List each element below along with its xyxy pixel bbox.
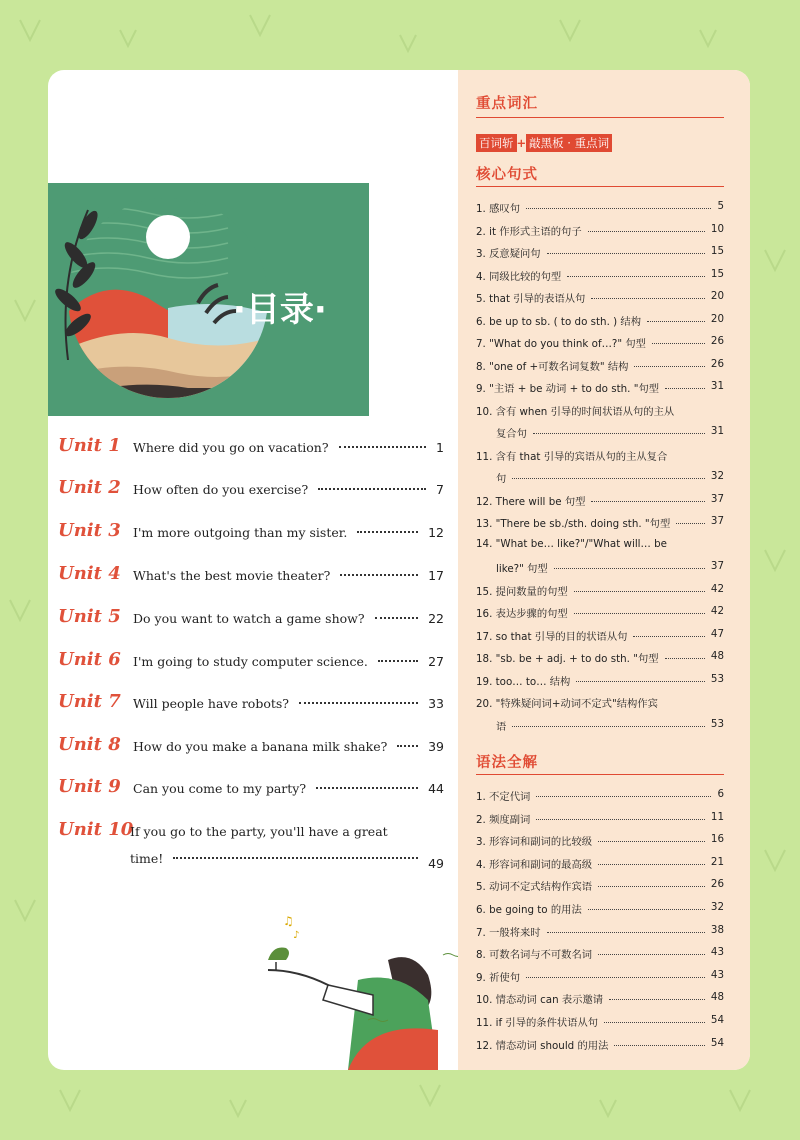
leader-dots — [536, 819, 705, 820]
toc-item-title: 16. 表达步骤的句型 — [476, 608, 568, 620]
toc-item[interactable] — [476, 581, 724, 601]
unit-row[interactable] — [58, 563, 448, 593]
unit-row[interactable] — [58, 606, 448, 636]
leader-dots — [591, 298, 705, 299]
toc-item[interactable] — [476, 603, 724, 623]
toc-item-title: 4. 同级比较的句型 — [476, 270, 562, 283]
toc-item[interactable] — [476, 626, 724, 646]
toc-item[interactable] — [476, 491, 724, 511]
toc-item-title: 11. 含有 that 引导的宾语从句的主从复合 — [476, 450, 668, 463]
toc-page-number: 26 — [710, 335, 724, 347]
toc-page-number: 10 — [710, 222, 724, 235]
leader-dots — [609, 999, 705, 1000]
toc-item[interactable] — [476, 854, 724, 874]
unit-row[interactable] — [58, 776, 448, 806]
toc-item-cont: 语 — [496, 720, 507, 733]
leader-dots — [598, 954, 705, 955]
toc-page-number: 26 — [710, 357, 724, 370]
leader-dots — [533, 433, 705, 434]
toc-item-title: 10. 情态动词 can 表示邀请 — [476, 994, 604, 1007]
toc-item-title: 1. 不定代词 — [476, 791, 531, 803]
leader-dots — [604, 1022, 705, 1023]
page-title: ·目录· — [233, 290, 327, 330]
unit-label: Unit 8 — [58, 734, 121, 755]
toc-item[interactable] — [476, 446, 724, 489]
unit-page-number: 44 — [428, 781, 444, 796]
section-grammar-heading: 语法全解 — [476, 755, 538, 771]
toc-item-title: 4. 形容词和副词的最高级 — [476, 858, 593, 871]
toc-page-number: 37 — [710, 515, 724, 527]
toc-item-title: 9. 祈使句 — [476, 971, 520, 984]
unit-title: Where did you go on vacation? — [133, 440, 329, 455]
toc-item[interactable] — [476, 876, 724, 896]
toc-item[interactable] — [476, 221, 724, 241]
section-vocab-heading: 重点词汇 — [476, 96, 538, 112]
toc-page-number: 54 — [710, 1036, 724, 1049]
leader-dots — [554, 568, 705, 569]
unit-row[interactable] — [58, 819, 448, 871]
vocab-banner-plus: + — [516, 136, 527, 150]
toc-page-number: 42 — [710, 582, 724, 595]
leader-dots — [397, 745, 418, 747]
unit-page-number: 12 — [428, 525, 444, 540]
toc-page-number: 15 — [710, 267, 724, 280]
toc-item-title: 3. 反意疑问句 — [476, 248, 541, 260]
svg-text:♫: ♫ — [283, 914, 294, 928]
toc-item-title: 19. too… to… 结构 — [476, 675, 571, 688]
leader-dots — [547, 932, 705, 933]
leader-dots — [339, 446, 426, 448]
unit-title: Can you come to my party? — [133, 781, 307, 796]
leader-dots — [299, 702, 418, 704]
leader-dots — [588, 231, 705, 232]
toc-item[interactable] — [476, 989, 724, 1009]
toc-item[interactable] — [476, 536, 724, 579]
unit-label: Unit 5 — [58, 606, 121, 627]
toc-item-title: 5. that 引导的表语从句 — [476, 293, 586, 305]
vocab-banner-a: 百词斩 — [476, 134, 517, 152]
toc-item-title: 2. it 作形式主语的句子 — [476, 225, 582, 238]
unit-title-cont: time! — [130, 851, 164, 866]
leader-dots — [512, 478, 705, 479]
leader-dots — [614, 1045, 705, 1046]
toc-page-number: 48 — [710, 991, 724, 1004]
leader-dots — [574, 591, 705, 592]
unit-title: How often do you exercise? — [133, 482, 309, 497]
toc-item[interactable] — [476, 671, 724, 691]
toc-page-number: 31 — [710, 380, 724, 392]
toc-page-number: 21 — [710, 855, 724, 868]
toc-page-number: 26 — [710, 878, 724, 891]
unit-title: I'm more outgoing than my sister. — [133, 525, 348, 540]
toc-page-number: 11 — [710, 810, 724, 823]
vocab-banner-b: 敲黑板 · 重点词 — [526, 134, 612, 152]
toc-page-number: 32 — [710, 470, 724, 482]
unit-page-number: 33 — [428, 696, 444, 711]
toc-item-cont: like?" 句型 — [496, 563, 548, 575]
toc-page-number: 54 — [710, 1014, 724, 1026]
toc-item[interactable] — [476, 266, 724, 286]
leader-dots — [574, 613, 705, 614]
toc-item-title: 1. 感叹句 — [476, 203, 520, 215]
toc-page-number: 6 — [717, 788, 724, 800]
toc-page-number: 32 — [710, 901, 724, 913]
unit-label: Unit 1 — [58, 435, 121, 456]
toc-item-title: 13. "There be sb./sth. doing sth. "句型 — [476, 518, 671, 530]
leader-dots — [526, 208, 711, 209]
leader-dots — [634, 366, 705, 367]
toc-page-number: 47 — [710, 627, 724, 640]
leader-dots — [512, 726, 705, 727]
toc-page-number: 37 — [710, 492, 724, 505]
unit-row[interactable] — [58, 691, 448, 721]
toc-page-number: 42 — [710, 605, 724, 617]
toc-page-number: 31 — [710, 425, 724, 437]
leader-dots — [665, 388, 705, 389]
toc-item-title: 12. 情态动词 should 的用法 — [476, 1039, 609, 1052]
unit-label: Unit 2 — [58, 477, 121, 498]
svg-text:♪: ♪ — [293, 930, 300, 941]
unit-title: How do you make a banana milk shake? — [133, 739, 388, 754]
leader-dots — [375, 617, 418, 619]
unit-label: Unit 4 — [58, 563, 121, 584]
leaf-decoration — [48, 200, 98, 360]
unit-page-number: 22 — [428, 611, 444, 626]
toc-item[interactable] — [476, 513, 724, 533]
toc-item-cont: 复合句 — [496, 428, 527, 440]
toc-item-title: 11. if 引导的条件状语从句 — [476, 1017, 599, 1029]
unit-label: Unit 10 — [58, 819, 134, 840]
toc-page-number: 53 — [710, 672, 724, 685]
unit-title: Will people have robots? — [133, 696, 289, 711]
toc-item-title: 14. "What be… like?"/"What will… be — [476, 537, 667, 550]
leader-dots — [378, 660, 418, 662]
toc-page-number: 38 — [710, 923, 724, 936]
toc-item-title: 17. so that 引导的目的状语从句 — [476, 630, 628, 643]
unit-title: What's the best movie theater? — [133, 568, 331, 583]
toc-item[interactable] — [476, 922, 724, 942]
toc-page-number: 43 — [710, 946, 724, 959]
toc-item-title: 3. 形容词和副词的比较级 — [476, 836, 593, 849]
toc-page-number: 53 — [710, 717, 724, 730]
toc-card — [48, 70, 750, 1070]
unit-row[interactable] — [58, 435, 448, 465]
unit-row[interactable] — [58, 649, 448, 679]
leader-dots — [598, 864, 705, 865]
toc-item[interactable] — [476, 1012, 724, 1032]
toc-item[interactable] — [476, 1035, 724, 1055]
toc-item[interactable] — [476, 693, 724, 736]
toc-item[interactable] — [476, 401, 724, 444]
unit-label: Unit 6 — [58, 649, 121, 670]
unit-row[interactable] — [58, 520, 448, 550]
unit-title: I'm going to study computer science. — [133, 654, 368, 669]
toc-item-title: 9. "主语 + be 动词 + to do sth. "句型 — [476, 383, 660, 395]
toc-item-title: 6. be going to 的用法 — [476, 904, 582, 916]
toc-item[interactable] — [476, 648, 724, 668]
unit-page-number: 39 — [428, 739, 444, 754]
unit-page-number: 27 — [428, 654, 444, 669]
toc-item[interactable] — [476, 243, 724, 263]
toc-item[interactable] — [476, 944, 724, 964]
leader-dots — [536, 796, 711, 797]
toc-item-title: 7. 一般将来时 — [476, 926, 541, 939]
leader-dots — [547, 253, 705, 254]
unit-page-number: 17 — [428, 568, 444, 583]
unit-page-number: 1 — [436, 440, 444, 455]
toc-item-title: 10. 含有 when 引导的时间状语从句的主从 — [476, 405, 675, 418]
section-rule — [476, 186, 724, 187]
toc-page-number: 15 — [710, 245, 724, 257]
toc-item[interactable] — [476, 809, 724, 829]
toc-page-number: 48 — [710, 650, 724, 662]
leader-dots — [318, 488, 426, 490]
leader-dots — [652, 343, 705, 344]
toc-item-title: 20. "特殊疑问词+动词不定式"结构作宾 — [476, 698, 658, 710]
unit-title: If you go to the party, you'll have a great — [130, 824, 388, 839]
leader-dots — [591, 501, 705, 502]
leader-dots — [567, 276, 705, 277]
toc-item[interactable] — [476, 198, 724, 218]
leader-dots — [316, 787, 418, 789]
section-rule — [476, 774, 724, 775]
leader-dots — [576, 681, 705, 682]
vocab-banner[interactable] — [476, 134, 612, 152]
leader-dots — [173, 857, 418, 859]
unit-page-number: 49 — [428, 856, 444, 871]
toc-page-number: 37 — [710, 560, 724, 572]
unit-page-number: 7 — [436, 482, 444, 497]
toc-item-title: 18. "sb. be + adj. + to do sth. "句型 — [476, 653, 659, 665]
toc-page-number: 20 — [710, 312, 724, 325]
leader-dots — [588, 909, 705, 910]
toc-item-title: 8. "one of +可数名词复数" 结构 — [476, 360, 629, 373]
toc-item[interactable] — [476, 356, 724, 376]
leader-dots — [647, 321, 705, 322]
leader-dots — [598, 886, 705, 887]
unit-row[interactable] — [58, 477, 448, 507]
leader-dots — [598, 841, 705, 842]
toc-item[interactable] — [476, 378, 724, 398]
toc-item[interactable] — [476, 967, 724, 987]
toc-item-title: 12. There will be 句型 — [476, 495, 586, 508]
toc-item-title: 5. 动词不定式结构作宾语 — [476, 881, 593, 894]
leader-dots — [665, 658, 705, 659]
leader-dots — [676, 523, 705, 524]
toc-item[interactable] — [476, 831, 724, 851]
toc-page-number: 5 — [717, 200, 724, 212]
toc-item[interactable] — [476, 311, 724, 331]
toc-page-number: 20 — [710, 290, 724, 302]
toc-page-number: 16 — [710, 833, 724, 846]
leader-dots — [633, 636, 705, 637]
leader-dots — [357, 531, 418, 533]
woman-bird-illustration — [248, 910, 458, 1070]
toc-item-title: 15. 提问数量的句型 — [476, 585, 568, 598]
leader-dots — [526, 977, 705, 978]
toc-page-number: 43 — [710, 968, 724, 981]
toc-item-title: 2. 频度副词 — [476, 813, 531, 826]
toc-item-title: 6. be up to sb. ( to do sth. ) 结构 — [476, 315, 642, 328]
toc-item[interactable] — [476, 786, 724, 806]
toc-item[interactable] — [476, 333, 724, 353]
unit-title: Do you want to watch a game show? — [133, 611, 365, 626]
toc-item[interactable] — [476, 288, 724, 308]
toc-item-title: 7. "What do you think of…?" 句型 — [476, 338, 646, 350]
toc-item[interactable] — [476, 899, 724, 919]
unit-row[interactable] — [58, 734, 448, 764]
unit-label: Unit 9 — [58, 776, 121, 797]
toc-item-cont: 句 — [496, 473, 507, 485]
leader-dots — [340, 574, 418, 576]
unit-label: Unit 3 — [58, 520, 121, 541]
section-sentences-heading: 核心句式 — [476, 167, 538, 183]
toc-item-title: 8. 可数名词与不可数名词 — [476, 949, 593, 962]
section-rule — [476, 117, 724, 118]
unit-label: Unit 7 — [58, 691, 121, 712]
